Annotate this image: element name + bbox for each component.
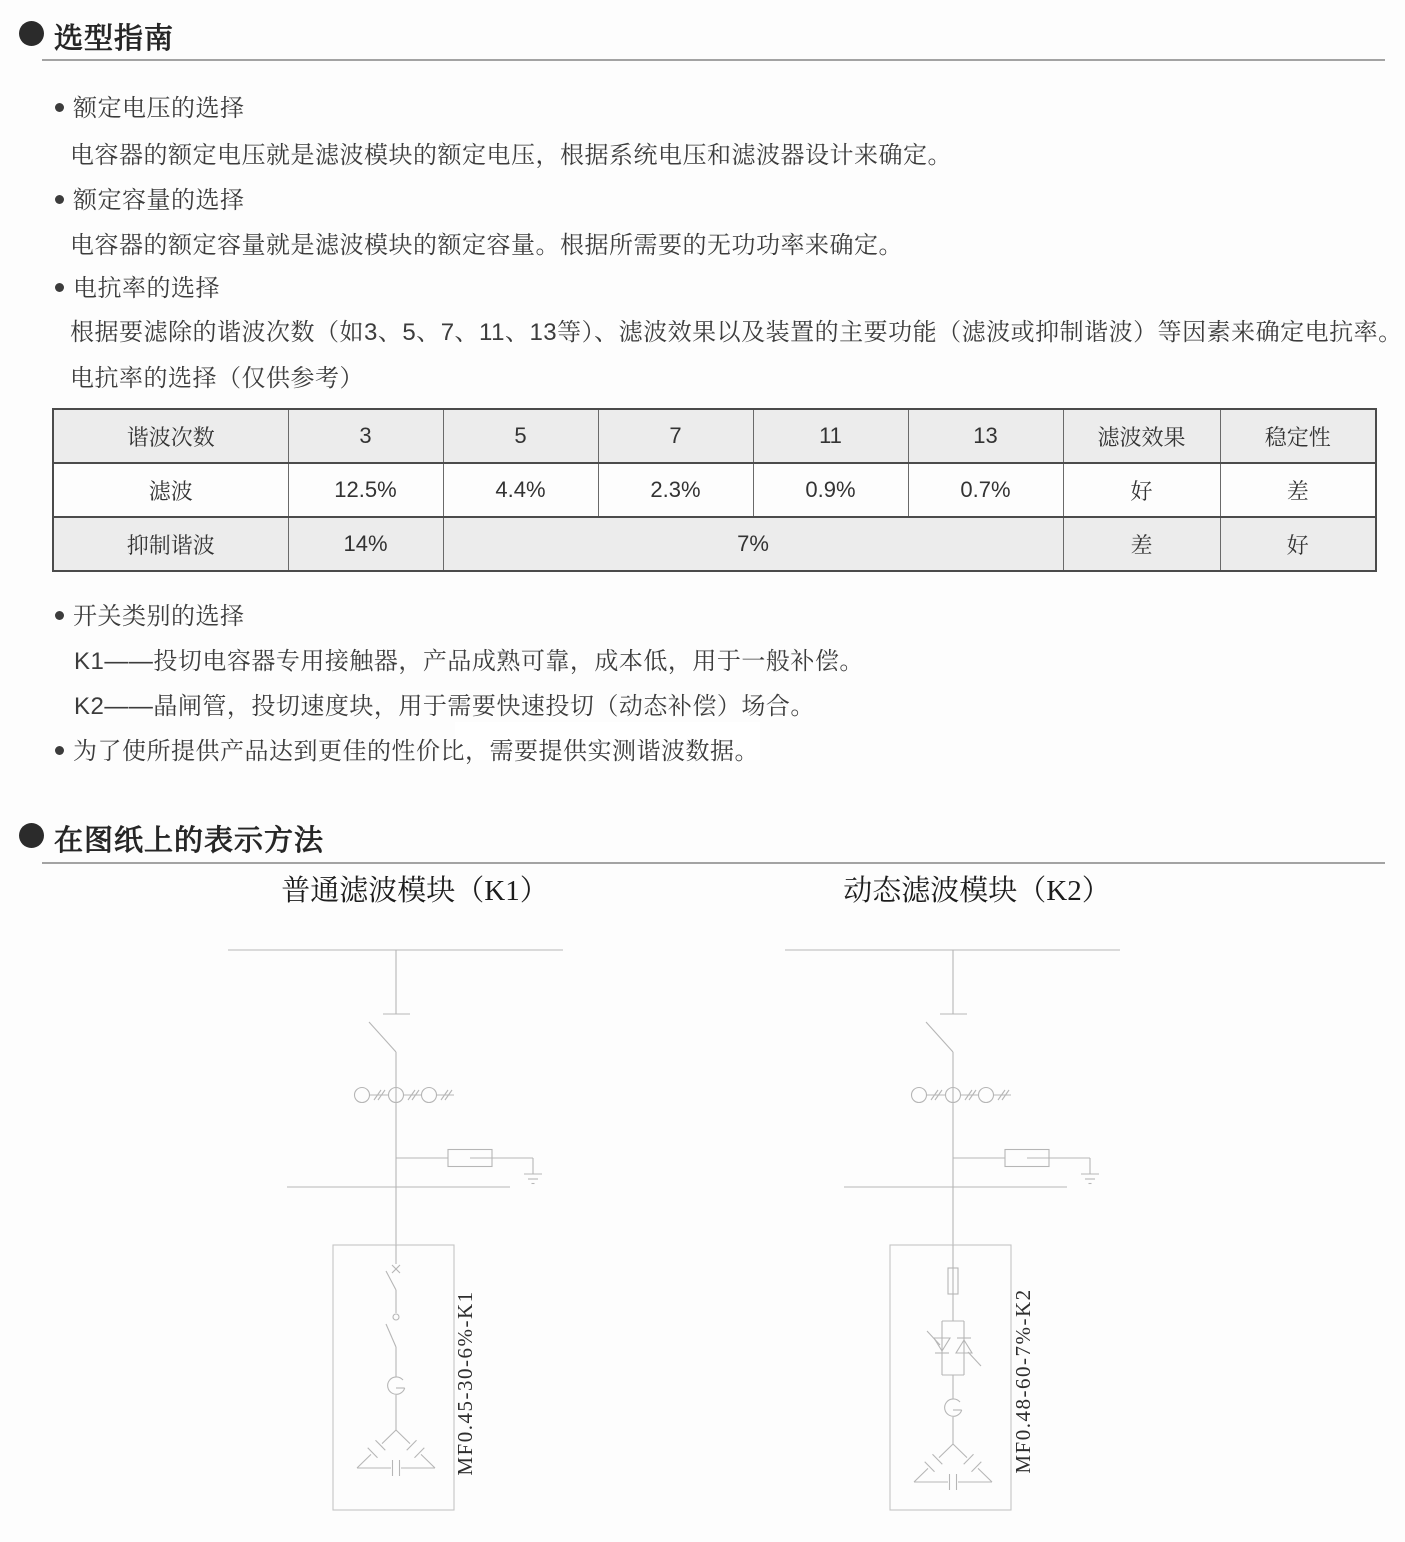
table-cell: 抑制谐波 <box>53 517 288 571</box>
note-reactance-reference: 电抗率的选择（仅供参考） <box>70 365 364 392</box>
table-row-filtering <box>53 463 1376 517</box>
desc-rated-voltage: 电容器的额定电压就是滤波模块的额定电压，根据系统电压和滤波器设计来确定。 <box>70 142 952 169</box>
diagram2-title: 动态滤波模块（K2） <box>843 875 1111 907</box>
bullet-rated-capacity: 额定容量的选择 <box>55 180 245 215</box>
k2-module-box <box>890 1245 1011 1510</box>
k2-circuit-diagram <box>785 950 1120 1510</box>
section1-divider <box>42 59 1385 61</box>
bullet-switch-category: 开关类别的选择 <box>55 596 245 631</box>
col-header-11: 11 <box>753 409 908 463</box>
col-header-5: 5 <box>443 409 598 463</box>
table-cell: 好 <box>1063 463 1220 517</box>
table-cell: 12.5% <box>288 463 443 517</box>
table-cell-merged: 7% <box>443 517 1063 571</box>
col-header-7: 7 <box>598 409 753 463</box>
col-header-13: 13 <box>908 409 1063 463</box>
section1-heading: 选型指南 <box>54 23 175 55</box>
k1-circuit-diagram <box>228 950 563 1510</box>
table-cell: 2.3% <box>598 463 753 517</box>
table-cell: 0.7% <box>908 463 1063 517</box>
table-cell: 0.9% <box>753 463 908 517</box>
bullet-reactance-rate: 电抗率的选择 <box>55 268 220 303</box>
table-cell: 4.4% <box>443 463 598 517</box>
diagram1-title: 普通滤波模块（K1） <box>281 875 549 907</box>
desc-k2-thyristor: K2——晶闸管，投切速度块，用于需要快速投切（动态补偿）场合。 <box>74 693 815 720</box>
desc-k1-contactor: K1——投切电容器专用接触器，产品成熟可靠，成本低，用于一般补偿。 <box>74 648 864 675</box>
section2-heading: 在图纸上的表示方法 <box>54 825 325 857</box>
table-cell: 差 <box>1220 463 1376 517</box>
reactance-rate-table <box>52 408 1377 572</box>
section-bullet-icon <box>19 823 44 848</box>
table-cell: 差 <box>1063 517 1220 571</box>
col-header-3: 3 <box>288 409 443 463</box>
table-cell: 14% <box>288 517 443 571</box>
section-bullet-icon <box>19 21 44 46</box>
table-cell: 滤波 <box>53 463 288 517</box>
col-header-harmonic-order: 谐波次数 <box>53 409 288 463</box>
col-header-filter-effect: 滤波效果 <box>1063 409 1220 463</box>
table-row-suppression <box>53 517 1376 571</box>
desc-reactance-rate: 根据要滤除的谐波次数（如3、5、7、11、13等）、滤波效果以及装置的主要功能（滤波或抑制谐波）等因素来确定电抗率。 <box>70 319 1403 346</box>
k2-model-label: MF0.48-60-7%-K2 <box>1011 1288 1035 1474</box>
circuit-diagrams <box>0 930 1405 1542</box>
desc-rated-capacity: 电容器的额定容量就是滤波模块的额定容量。根据所需要的无功功率来确定。 <box>70 232 903 259</box>
table-cell: 好 <box>1220 517 1376 571</box>
col-header-stability: 稳定性 <box>1220 409 1376 463</box>
bullet-rated-voltage: 额定电压的选择 <box>55 88 245 123</box>
section2-divider <box>42 862 1385 864</box>
table-header-row <box>53 409 1376 463</box>
bullet-harmonic-data: 为了使所提供产品达到更佳的性价比，需要提供实测谐波数据。 <box>55 731 759 766</box>
k1-model-label: MF0.45-30-6%-K1 <box>453 1290 477 1476</box>
